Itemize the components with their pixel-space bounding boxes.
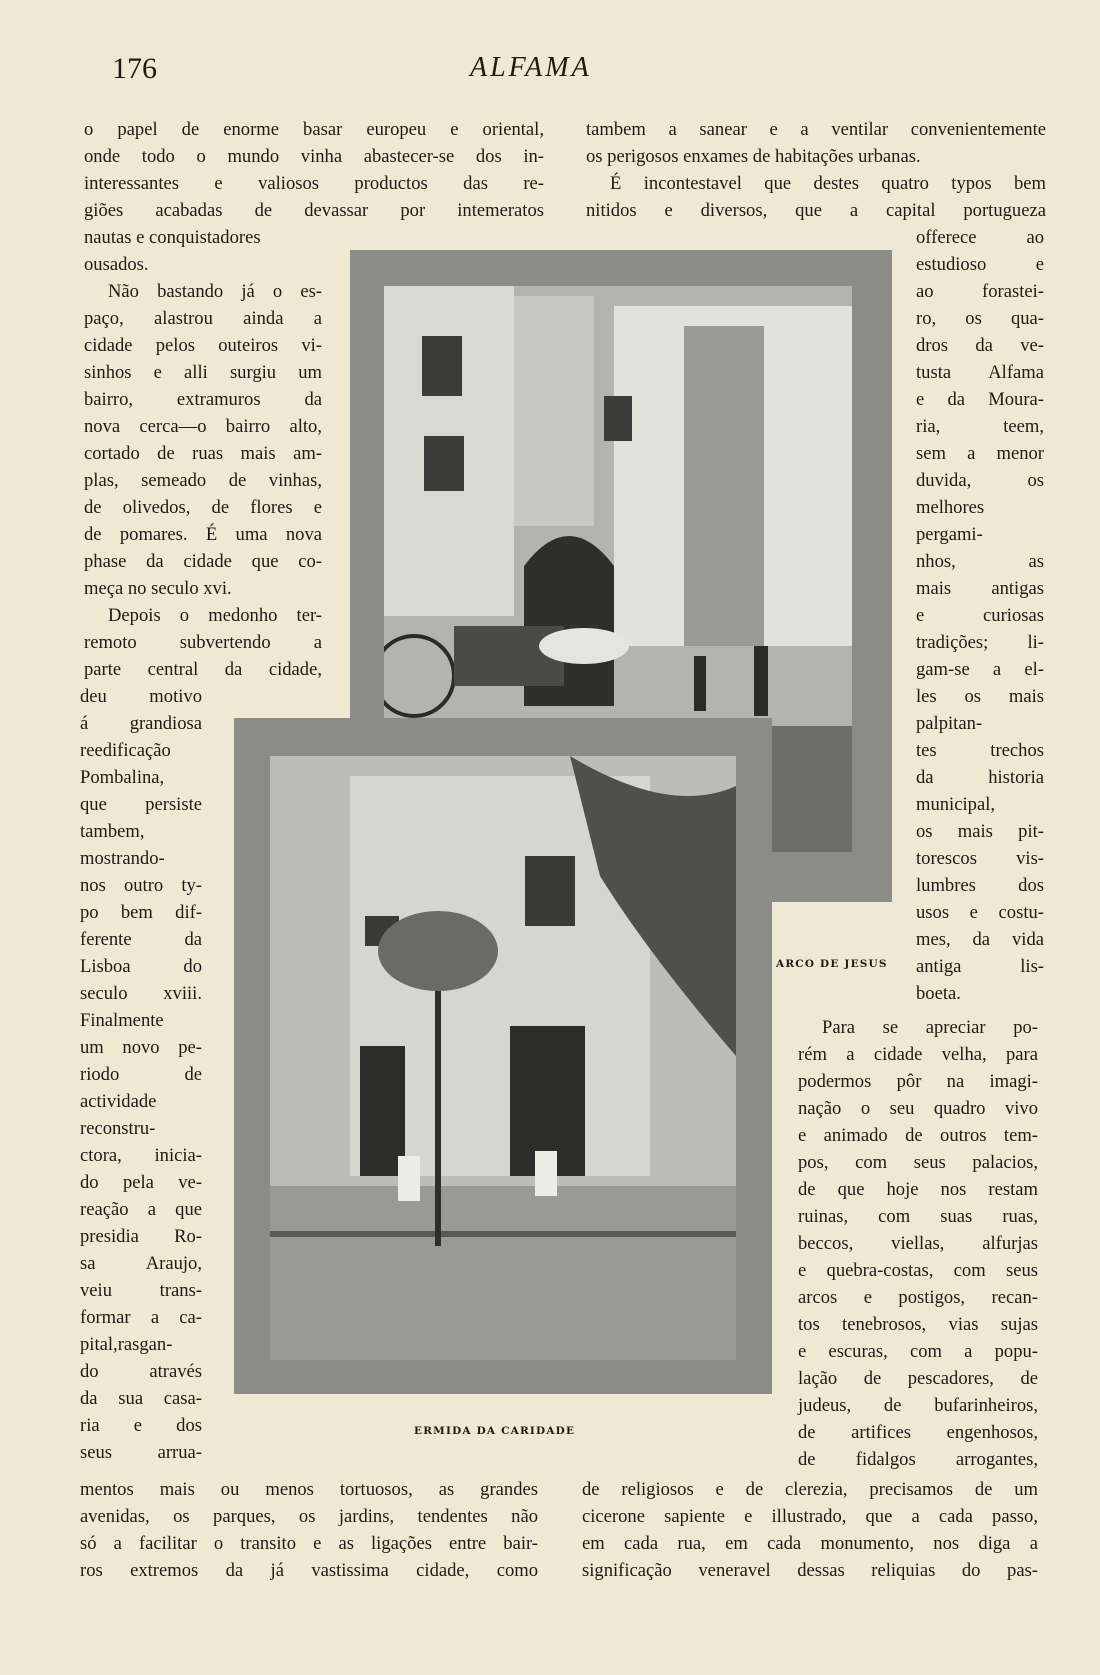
text-line: reação a que <box>80 1199 202 1220</box>
text-line: parte central da cidade, <box>84 659 322 680</box>
text-line: lação de pescadores, de <box>798 1368 1038 1389</box>
text-line: sem a menor <box>916 443 1044 464</box>
text-line: actividade <box>80 1091 157 1112</box>
text-line: de pomares. É uma nova <box>84 524 322 545</box>
text-line: Depois o medonho ter- <box>108 605 322 626</box>
text-line: veiu trans- <box>80 1280 202 1301</box>
text-line: tusta Alfama <box>916 362 1044 383</box>
text-line: plas, semeado de vinhas, <box>84 470 322 491</box>
text-line: tos tenebrosos, vias sujas <box>798 1314 1038 1335</box>
text-line: municipal, <box>916 794 996 815</box>
text-line: de fidalgos arrogantes, <box>798 1449 1038 1470</box>
text-line: rém a cidade velha, para <box>798 1044 1038 1065</box>
text-line: pital,rasgan- <box>80 1334 173 1355</box>
text-line: presidia Ro- <box>80 1226 202 1247</box>
text-line: reconstru- <box>80 1118 156 1139</box>
text-line: phase da cidade que co- <box>84 551 322 572</box>
text-line: mais antigas <box>916 578 1044 599</box>
chapel-image <box>270 756 736 1360</box>
text-line: tes trechos <box>916 740 1044 761</box>
text-line: sa Araujo, <box>80 1253 202 1274</box>
text-line: lumbres dos <box>916 875 1044 896</box>
text-line: de olivedos, de flores e <box>84 497 322 518</box>
left-column-bottom <box>80 1476 538 1584</box>
text-line: seus arrua- <box>80 1442 202 1463</box>
text-line: sinhos e alli surgiu um <box>84 362 322 383</box>
text-line: boeta. <box>916 983 961 1004</box>
text-line: ferente da <box>80 929 202 950</box>
text-line: deu motivo <box>80 686 202 707</box>
text-line: ctora, inicia- <box>80 1145 202 1166</box>
text-line: seculo xviii. <box>80 983 202 1004</box>
text-line: ousados. <box>84 254 149 275</box>
text-line: pos, com seus palacios, <box>798 1152 1038 1173</box>
text-line: mentos mais ou menos tortuosos, as grandes <box>80 1479 538 1500</box>
text-line: palpitan- <box>916 713 983 734</box>
text-line: os mais pit- <box>916 821 1044 842</box>
text-line: mes, da vida <box>916 929 1044 950</box>
text-line: melhores <box>916 497 985 518</box>
text-line: ruinas, com suas ruas, <box>798 1206 1038 1227</box>
text-line: cidade pelos outeiros vi- <box>84 335 322 356</box>
text-line: tambem, <box>80 821 145 842</box>
running-title: ALFAMA <box>470 52 592 83</box>
right-column-mid <box>798 1014 1038 1473</box>
text-line: só a facilitar o transito e as ligações entre bair- <box>80 1533 538 1554</box>
caption-ermida-da-caridade: ERMIDA DA CARIDADE <box>414 1425 576 1437</box>
text-line: interessantes e valiosos productos das re- <box>84 173 544 194</box>
caption-arco-de-jesus: ARCO DE JESUS <box>776 958 888 970</box>
text-line: ros extremos da já vastissima cidade, como <box>80 1560 538 1581</box>
text-line: formar a ca- <box>80 1307 202 1328</box>
text-line: de religiosos e de clerezia, precisamos de um <box>582 1479 1038 1500</box>
text-line: da sua casa- <box>80 1388 202 1409</box>
right-column-top <box>586 116 1046 224</box>
text-line: Pombalina, <box>80 767 165 788</box>
text-line: nhos, as <box>916 551 1044 572</box>
text-line: beccos, viellas, alfurjas <box>798 1233 1038 1254</box>
left-column-narrowest <box>80 683 202 1466</box>
text-line: torescos vis- <box>916 848 1044 869</box>
text-line: avenidas, os parques, os jardins, tendentes não <box>80 1506 538 1527</box>
text-line: de que hoje nos restam <box>798 1179 1038 1200</box>
text-line: significação veneravel dessas reliquias do pas- <box>582 1560 1038 1581</box>
text-line: Não bastando já o es- <box>108 281 322 302</box>
right-column-narrow <box>916 224 1044 1007</box>
text-line: ao forastei- <box>916 281 1044 302</box>
text-line: gam-se a el- <box>916 659 1044 680</box>
text-line: dros da ve- <box>916 335 1044 356</box>
text-line: tradições; li- <box>916 632 1044 653</box>
text-line: nos outro ty- <box>80 875 202 896</box>
text-line: antiga lis- <box>916 956 1044 977</box>
text-line: nitidos e diversos, que a capital portugueza <box>586 200 1046 221</box>
text-line: paço, alastrou ainda a <box>84 308 322 329</box>
text-line: da historia <box>916 767 1044 788</box>
text-line: estudioso e <box>916 254 1044 275</box>
text-line: les os mais <box>916 686 1044 707</box>
text-line: Para se apreciar po- <box>822 1017 1038 1038</box>
text-line: cicerone sapiente e illustrado, que a cada passo, <box>582 1506 1038 1527</box>
text-line: mostrando- <box>80 848 165 869</box>
text-line: meça no seculo xvi. <box>84 578 232 599</box>
text-line: do através <box>80 1361 202 1382</box>
text-line: que persiste <box>80 794 202 815</box>
text-line: É incontestavel que destes quatro typos bem <box>610 173 1046 194</box>
text-line: Lisboa do <box>80 956 202 977</box>
text-line: cortado de ruas mais am- <box>84 443 322 464</box>
text-line: reedificação <box>80 740 171 761</box>
text-line: arcos e postigos, recan- <box>798 1287 1038 1308</box>
text-line: e escuras, com a popu- <box>798 1341 1038 1362</box>
text-line: pergami- <box>916 524 983 545</box>
text-line: e animado de outros tem- <box>798 1125 1038 1146</box>
text-line: o papel de enorme basar europeu e oriental, <box>84 119 544 140</box>
text-line: judeus, de bufarinheiros, <box>798 1395 1038 1416</box>
text-line: e curiosas <box>916 605 1044 626</box>
text-line: de artifices engenhosos, <box>798 1422 1038 1443</box>
text-line: bairro, extramuros da <box>84 389 322 410</box>
right-column-bottom <box>582 1476 1038 1584</box>
text-line: nova cerca—o bairro alto, <box>84 416 322 437</box>
left-column-top <box>84 116 544 278</box>
text-line: podermos pôr na imagi- <box>798 1071 1038 1092</box>
text-line: po bem dif- <box>80 902 202 923</box>
text-line: um novo pe- <box>80 1037 202 1058</box>
text-line: e da Moura- <box>916 389 1044 410</box>
text-line: em cada rua, em cada monumento, nos diga a <box>582 1533 1038 1554</box>
text-line: ro, os qua- <box>916 308 1044 329</box>
text-line: riodo de <box>80 1064 202 1085</box>
page-number: 176 <box>112 52 157 85</box>
text-line: ria, teem, <box>916 416 1044 437</box>
text-line: nação o seu quadro vivo <box>798 1098 1038 1119</box>
text-line: usos e costu- <box>916 902 1044 923</box>
text-line: nautas e conquistadores <box>84 227 261 248</box>
text-line: offerece ao <box>916 227 1044 248</box>
text-line: tambem a sanear e a ventilar convenientemente <box>586 119 1046 140</box>
text-line: e quebra-costas, com seus <box>798 1260 1038 1281</box>
text-line: Finalmente <box>80 1010 164 1031</box>
photo-ermida-da-caridade <box>234 718 772 1437</box>
text-line: duvida, os <box>916 470 1044 491</box>
text-line: giões acabadas de devassar por intemeratos <box>84 200 544 221</box>
text-line: do pela ve- <box>80 1172 202 1193</box>
text-line: onde todo o mundo vinha abastecer-se dos in- <box>84 146 544 167</box>
text-line: ria e dos <box>80 1415 202 1436</box>
text-line: remoto subvertendo a <box>84 632 322 653</box>
text-line: os perigosos enxames de habitações urbanas. <box>586 146 921 167</box>
left-column-narrow <box>84 278 322 683</box>
text-line: á grandiosa <box>80 713 202 734</box>
